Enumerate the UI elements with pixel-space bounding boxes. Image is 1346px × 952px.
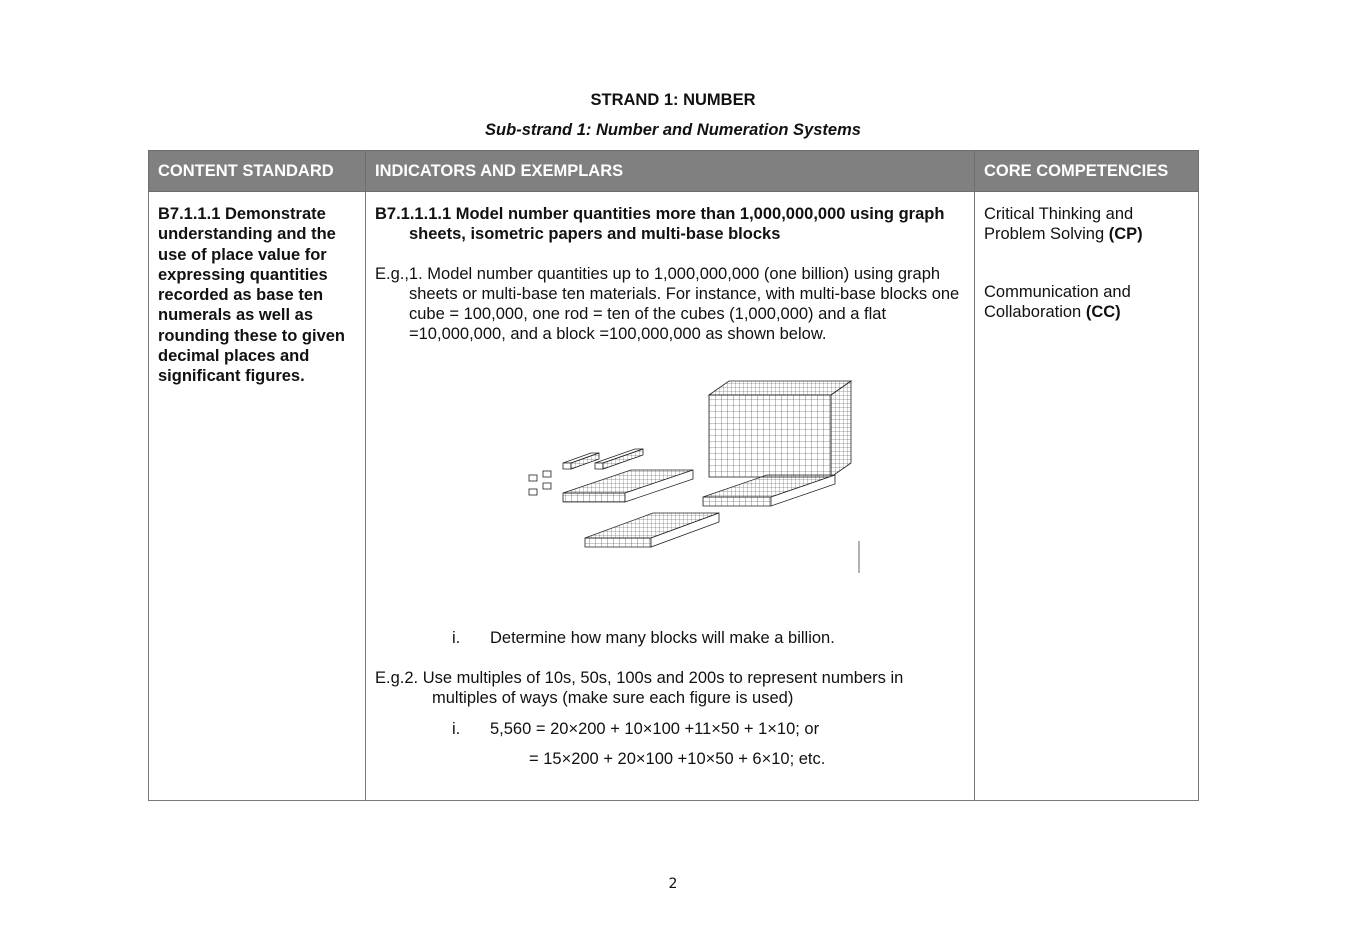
competency-code: (CP) — [1108, 225, 1143, 244]
list-item-text: 5,560 = 20×200 + 10×100 +11×50 + 1×10; or — [490, 719, 820, 738]
content-standard-text: B7.1.1.1 Demonstrate understanding and the use of place value for expressing quantities recorded as base ten numerals as well as rounding these to given decimal places and significant figures. — [158, 205, 346, 386]
list-marker: i. — [452, 719, 461, 738]
exemplar-1-text: E.g.,1. Model number quantities up to 1,000,000,000 (one billion) using graph sheets or multi-base ten materials. For instance, with multi-base blocks one cube = 100,000, one rod = ten of the cubes (1,000,000) and a flat =10,000,000, and a block =100,000,000 as shown below. — [375, 264, 960, 344]
substrand-title: Sub-strand 1: Number and Numeration Systems — [485, 121, 861, 139]
exemplar-2-text: E.g.2. Use multiples of 10s, 50s, 100s and 200s to represent numbers in multiples of ways (make sure each figure is used) — [375, 669, 904, 708]
competency-text: Communication and Collaboration — [984, 282, 1131, 321]
flat-shape-3 — [585, 513, 719, 547]
multi-base-blocks-illustration — [523, 375, 863, 575]
indicators-cell — [366, 192, 975, 801]
core-competencies-cell — [975, 192, 1199, 801]
multi-base-blocks-figure — [375, 375, 965, 580]
competency-text: Critical Thinking and Problem Solving — [984, 205, 1134, 244]
indicator-title: B7.1.1.1.1 Model number quantities more than 1,000,000,000 using graph sheets, isometric papers and multi-base blocks — [375, 205, 945, 244]
flat-shape-1 — [563, 470, 693, 502]
content-standard-cell — [149, 192, 366, 801]
flat-shape-2 — [703, 475, 835, 506]
exemplar-1-item — [375, 628, 965, 648]
unit-cube-shapes — [529, 471, 551, 495]
rod-shape-1 — [563, 453, 599, 469]
competency-code: (CC) — [1085, 302, 1121, 321]
table-header-row — [149, 151, 1199, 192]
exemplar-2-item-continuation: = 15×200 + 20×100 +10×50 + 6×10; etc. — [529, 749, 826, 768]
table-row — [149, 192, 1199, 801]
competency-critical-thinking — [984, 204, 1189, 245]
curriculum-table — [148, 150, 1199, 801]
rod-shape-2 — [595, 449, 643, 469]
exemplar-2-item — [375, 719, 965, 739]
page-number: 2 — [668, 876, 678, 892]
list-item-text: Determine how many blocks will make a billion. — [490, 628, 835, 647]
competency-communication — [984, 282, 1189, 323]
header-content-standard: CONTENT STANDARD — [149, 151, 366, 192]
block-shape — [709, 381, 851, 477]
header-core-competencies: CORE COMPETENCIES — [975, 151, 1199, 192]
strand-title: STRAND 1: NUMBER — [590, 91, 756, 109]
header-indicators-exemplars: INDICATORS AND EXEMPLARS — [366, 151, 975, 192]
list-marker: i. — [452, 628, 461, 647]
